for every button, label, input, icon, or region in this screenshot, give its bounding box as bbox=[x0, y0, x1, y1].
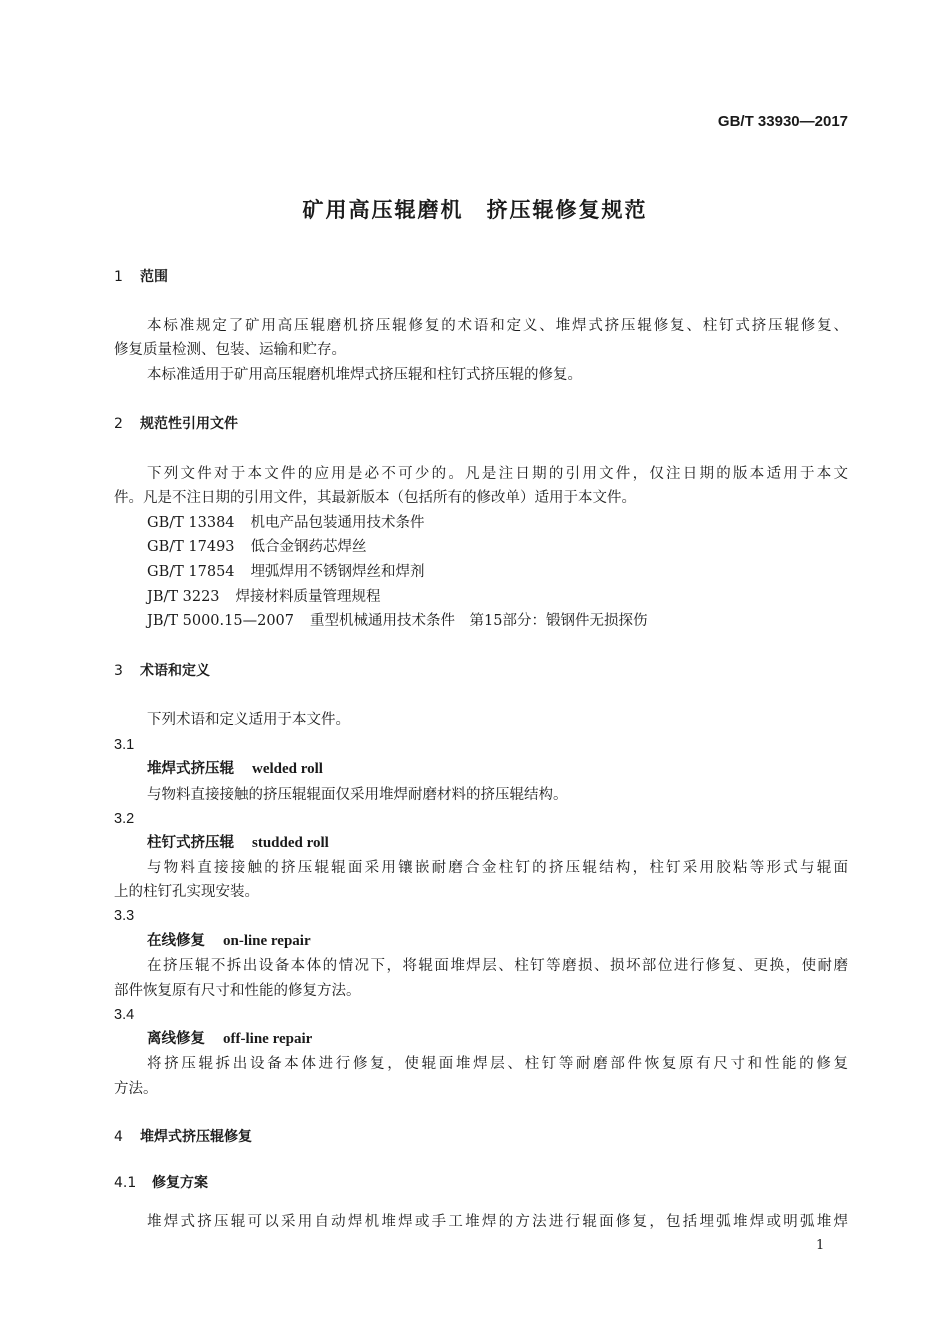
reference-title: 机电产品包装通用技术条件 bbox=[250, 515, 425, 531]
reference-item bbox=[147, 562, 848, 582]
section-heading-4 bbox=[114, 1127, 252, 1147]
reference-title: 低合金钢药芯焊丝 bbox=[250, 539, 367, 555]
term-number: 3.1 bbox=[114, 737, 135, 753]
section-heading-3 bbox=[114, 661, 210, 681]
section-title: 术语和定义 bbox=[140, 663, 210, 679]
term-zh: 在线修复 bbox=[147, 933, 205, 949]
page-title: 矿用高压辊磨机 挤压辊修复规范 bbox=[302, 198, 648, 222]
term-definition: 方法。 bbox=[114, 1081, 158, 1097]
reference-code: JB/T 3223 bbox=[147, 589, 220, 605]
term-en: off-line repair bbox=[223, 1031, 313, 1047]
standard-number: GB/T 33930—2017 bbox=[717, 113, 848, 130]
reference-code: GB/T 17493 bbox=[147, 539, 235, 555]
term-en: on-line repair bbox=[223, 933, 311, 949]
term-definition: 与物料直接接触的挤压辊辊面仅采用堆焊耐磨材料的挤压辊结构。 bbox=[147, 787, 568, 803]
section-title: 堆焊式挤压辊修复 bbox=[140, 1129, 252, 1145]
term-definition: 与物料直接接触的挤压辊辊面采用镶嵌耐磨合金柱钉的挤压辊结构，柱钉采用胶粘等形式与辊面 bbox=[147, 860, 848, 876]
term-zh: 离线修复 bbox=[147, 1031, 205, 1047]
section-number: 4.1 bbox=[114, 1175, 137, 1191]
term-en: welded roll bbox=[252, 761, 323, 777]
paragraph-line: 下列术语和定义适用于本文件。 bbox=[147, 712, 350, 728]
term-definition: 将挤压辊拆出设备本体进行修复，使辊面堆焊层、柱钉等耐磨部件恢复原有尺寸和性能的修复 bbox=[147, 1056, 848, 1072]
reference-code: GB/T 17854 bbox=[147, 564, 235, 580]
reference-title: 焊接材料质量管理规程 bbox=[235, 589, 381, 605]
term-en: studded roll bbox=[252, 835, 329, 851]
paragraph-line: 修复质量检测、包装、运输和贮存。 bbox=[114, 342, 346, 358]
paragraph-line: 件。凡是不注日期的引用文件，其最新版本（包括所有的修改单）适用于本文件。 bbox=[114, 490, 636, 506]
paragraph-line: 本标准适用于矿用高压辊磨机堆焊式挤压辊和柱钉式挤压辊的修复。 bbox=[147, 367, 582, 383]
term-heading bbox=[147, 833, 329, 853]
reference-code: JB/T 5000.15—2007 bbox=[147, 613, 294, 629]
page-number: 1 bbox=[816, 1238, 825, 1253]
term-heading bbox=[147, 1029, 312, 1049]
section-title: 规范性引用文件 bbox=[140, 416, 238, 432]
reference-item bbox=[147, 537, 848, 557]
section-heading-2 bbox=[114, 414, 238, 434]
reference-title: 重型机械通用技术条件 第15部分：锻钢件无损探伤 bbox=[310, 613, 648, 629]
term-number: 3.2 bbox=[114, 811, 135, 827]
term-zh: 柱钉式挤压辊 bbox=[147, 835, 234, 851]
section-number: 4 bbox=[114, 1129, 123, 1145]
term-heading bbox=[147, 931, 311, 951]
reference-title: 埋弧焊用不锈钢焊丝和焊剂 bbox=[250, 564, 425, 580]
paragraph-line: 下列文件对于本文件的应用是必不可少的。凡是注日期的引用文件，仅注日期的版本适用于本文 bbox=[147, 466, 848, 482]
paragraph-line: 本标准规定了矿用高压辊磨机挤压辊修复的术语和定义、堆焊式挤压辊修复、柱钉式挤压辊修复、 bbox=[147, 318, 848, 334]
term-heading bbox=[147, 759, 323, 779]
term-zh: 堆焊式挤压辊 bbox=[147, 761, 234, 777]
section-number: 1 bbox=[114, 269, 123, 285]
section-number: 3 bbox=[114, 663, 123, 679]
reference-item bbox=[147, 513, 848, 533]
section-title: 修复方案 bbox=[152, 1175, 208, 1191]
subsection-heading-4-1 bbox=[114, 1173, 208, 1193]
section-number: 2 bbox=[114, 416, 123, 432]
reference-item bbox=[147, 611, 848, 631]
term-definition: 在挤压辊不拆出设备本体的情况下，将辊面堆焊层、柱钉等磨损、损坏部位进行修复、更换，使耐磨 bbox=[147, 958, 848, 974]
reference-item bbox=[147, 587, 848, 607]
term-number: 3.3 bbox=[114, 908, 135, 924]
term-definition: 部件恢复原有尺寸和性能的修复方法。 bbox=[114, 983, 361, 999]
section-heading-1 bbox=[114, 267, 168, 287]
reference-code: GB/T 13384 bbox=[147, 515, 235, 531]
term-number: 3.4 bbox=[114, 1007, 135, 1023]
term-definition: 上的柱钉孔实现安装。 bbox=[114, 884, 259, 900]
section-title: 范围 bbox=[140, 269, 168, 285]
paragraph-line: 堆焊式挤压辊可以采用自动焊机堆焊或手工堆焊的方法进行辊面修复，包括埋弧堆焊或明弧堆焊 bbox=[147, 1214, 848, 1230]
